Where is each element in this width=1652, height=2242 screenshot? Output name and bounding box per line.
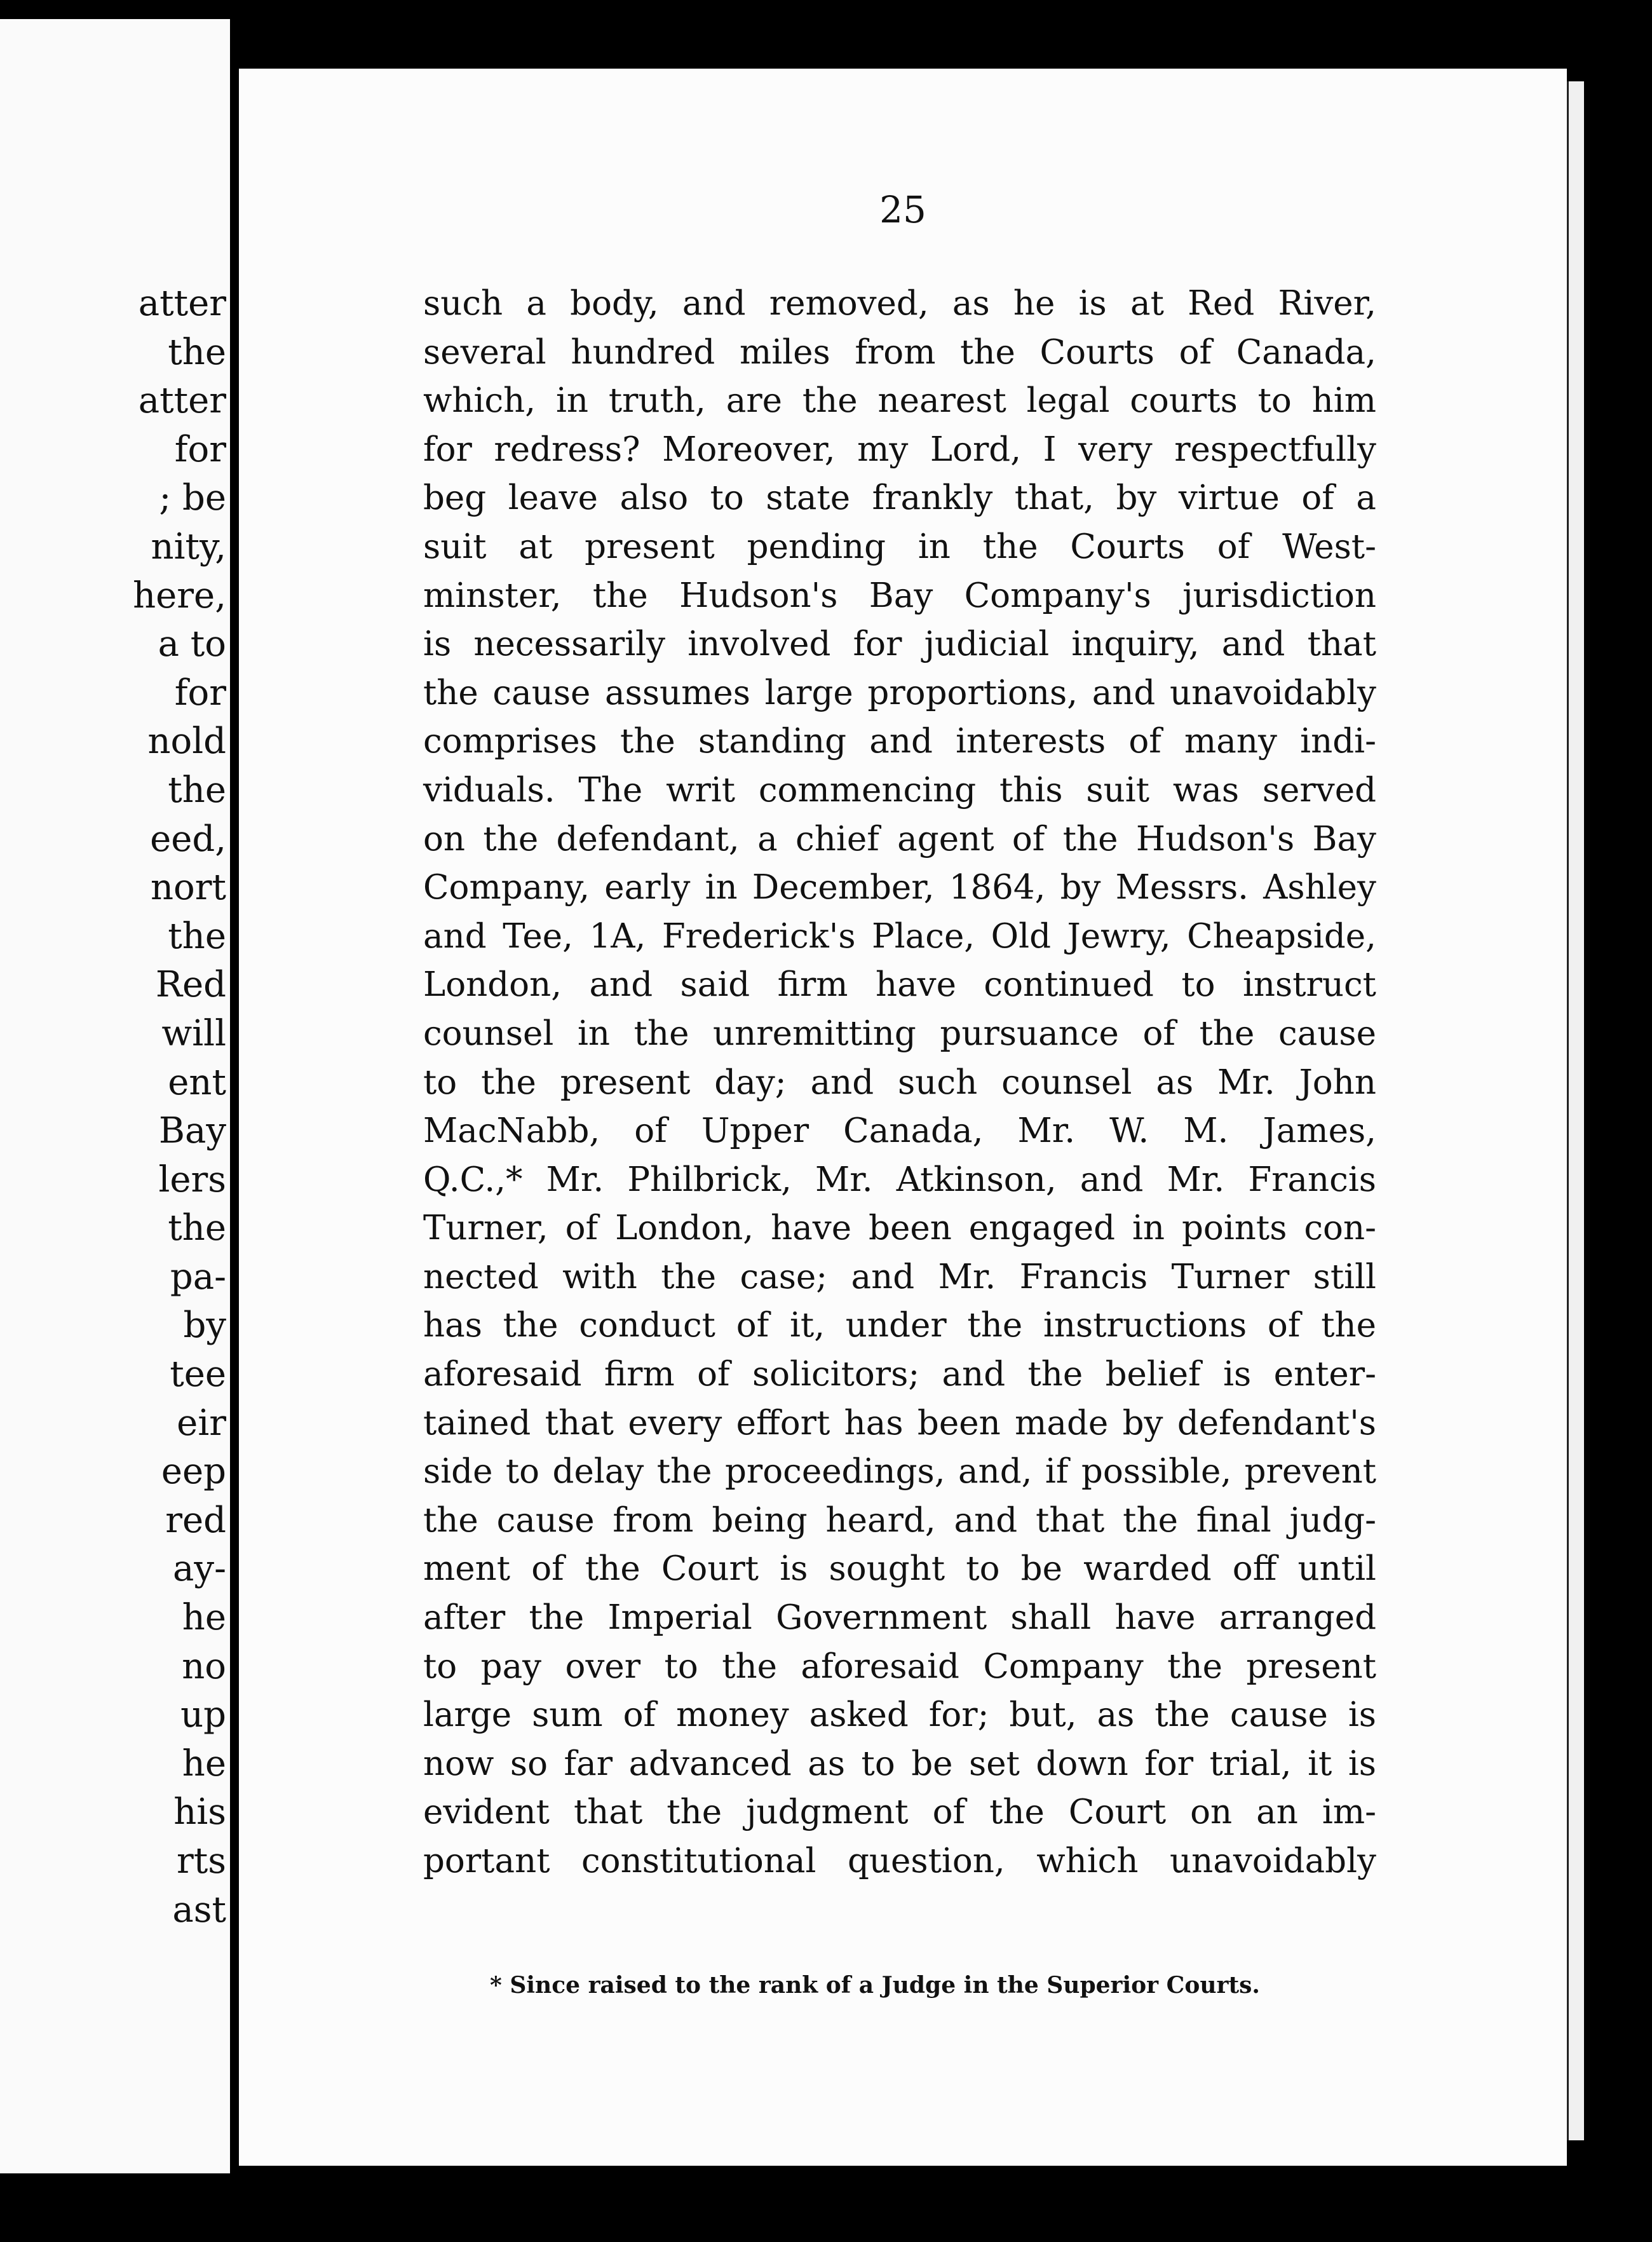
left-line-fragment: will — [161, 1012, 226, 1054]
text-line: for redress? Moreover, my Lord, I very respectfully — [423, 430, 1376, 469]
right-page — [239, 69, 1567, 2166]
left-line-fragment: ay- — [173, 1548, 226, 1590]
left-line-fragment: for — [174, 672, 226, 714]
text-line: ment of the Court is sought to be warded off until — [423, 1549, 1376, 1589]
left-line-fragment: ; be — [159, 477, 226, 519]
left-line-fragment: no — [182, 1645, 226, 1687]
left-line-fragment: atter — [138, 380, 226, 422]
left-line-fragment: his — [173, 1791, 226, 1833]
left-line-fragment: a to — [158, 623, 226, 665]
text-line: now so far advanced as to be set down for trial, it is — [423, 1744, 1376, 1783]
text-line: suit at present pending in the Courts of West- — [423, 527, 1376, 566]
text-line: the cause assumes large proportions, and unavoidably — [423, 673, 1376, 712]
text-line: several hundred miles from the Courts of Canada, — [423, 332, 1376, 372]
page-edge — [1567, 81, 1584, 2140]
text-line: on the defendant, a chief agent of the Hudson's Bay — [423, 819, 1376, 859]
body-text — [423, 280, 1376, 1886]
left-line-fragment: nold — [147, 721, 226, 763]
text-line: MacNabb, of Upper Canada, Mr. W. M. James, — [423, 1111, 1376, 1151]
left-line-fragment: for — [174, 428, 226, 470]
left-line-fragment: the — [168, 331, 226, 373]
text-line: is necessarily involved for judicial inquiry, and that — [423, 625, 1376, 664]
footnote: * Since raised to the rank of a Judge in the Superior Courts. — [490, 1972, 1260, 1999]
text-line: viduals. The writ commencing this suit was served — [423, 770, 1376, 810]
left-line-fragment: atter — [138, 283, 226, 324]
left-line-fragment: eir — [177, 1402, 226, 1444]
text-line: which, in truth, are the nearest legal courts to him — [423, 381, 1376, 421]
left-line-fragment: here, — [133, 574, 226, 616]
text-line: nected with the case; and Mr. Francis Turner still — [423, 1257, 1376, 1296]
left-line-fragment: ast — [172, 1889, 226, 1931]
text-line: Turner, of London, have been engaged in points con- — [423, 1209, 1376, 1248]
text-line: evident that the judgment of the Court on an im- — [423, 1793, 1376, 1832]
left-line-fragment: by — [183, 1305, 226, 1347]
text-line: aforesaid firm of solicitors; and the belief is enter- — [423, 1355, 1376, 1394]
text-line: after the Imperial Government shall have arranged — [423, 1598, 1376, 1638]
text-line: to the present day; and such counsel as Mr. John — [423, 1063, 1376, 1102]
left-line-fragment: the — [168, 915, 226, 957]
left-line-fragment: Bay — [158, 1110, 226, 1152]
page-number: 25 — [879, 188, 926, 231]
text-line: minster, the Hudson's Bay Company's jurisdiction — [423, 576, 1376, 615]
left-line-fragment: rts — [176, 1840, 226, 1882]
left-line-fragment: lers — [158, 1158, 226, 1200]
left-line-fragment: nity, — [151, 526, 226, 567]
left-line-fragment: tee — [170, 1354, 226, 1396]
left-line-fragment: ent — [168, 1061, 226, 1103]
text-line: side to delay the proceedings, and, if possible, prevent — [423, 1452, 1376, 1491]
text-line: the cause from being heard, and that the final judg- — [423, 1500, 1376, 1540]
text-line: Q.C.,* Mr. Philbrick, Mr. Atkinson, and Mr. Francis — [423, 1160, 1376, 1199]
text-line: large sum of money asked for; but, as the cause is — [423, 1695, 1376, 1735]
text-line: such a body, and removed, as he is at Red River, — [423, 284, 1376, 323]
left-line-fragment: eep — [161, 1451, 226, 1493]
text-line: and Tee, 1A, Frederick's Place, Old Jewry, Cheapside, — [423, 916, 1376, 956]
left-line-fragment: he — [182, 1597, 226, 1639]
left-line-fragment: the — [168, 1207, 226, 1249]
left-line-fragment: he — [182, 1743, 226, 1784]
left-line-fragment: up — [180, 1694, 226, 1736]
book-gutter — [230, 0, 239, 2242]
left-line-fragment: eed, — [150, 818, 226, 860]
text-line: London, and said firm have continued to instruct — [423, 965, 1376, 1005]
left-page-text-fragments — [133, 280, 226, 1934]
text-line: portant constitutional question, which unavoidably — [423, 1842, 1376, 1880]
text-line: to pay over to the aforesaid Company the present — [423, 1647, 1376, 1686]
left-line-fragment: the — [168, 769, 226, 811]
left-page-fragment — [0, 19, 230, 2173]
text-line: comprises the standing and interests of many indi- — [423, 722, 1376, 761]
left-line-fragment: Red — [155, 964, 226, 1006]
text-line: Company, early in December, 1864, by Messrs. Ashley — [423, 868, 1376, 907]
left-line-fragment: nort — [150, 867, 226, 909]
text-line: tained that every effort has been made by defendant's — [423, 1403, 1376, 1443]
text-line: has the conduct of it, under the instructions of the — [423, 1306, 1376, 1345]
left-line-fragment: pa- — [170, 1256, 226, 1298]
left-line-fragment: red — [165, 1499, 226, 1541]
text-line: counsel in the unremitting pursuance of the cause — [423, 1014, 1376, 1053]
text-line: beg leave also to state frankly that, by virtue of a — [423, 479, 1376, 518]
